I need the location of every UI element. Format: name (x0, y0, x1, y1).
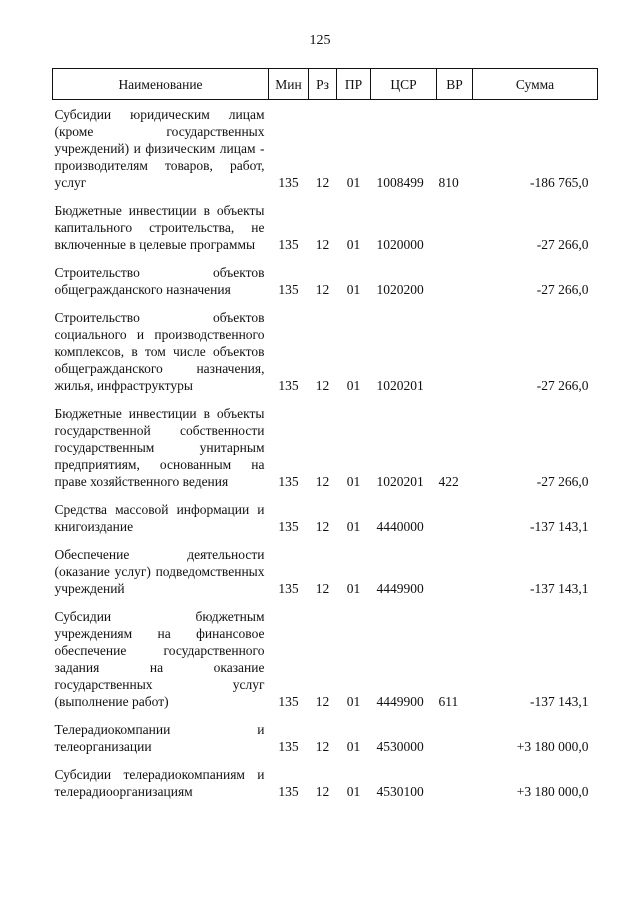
cell-min: 135 (278, 694, 299, 709)
cell-vr: 422 (438, 474, 459, 489)
cell-name: Строительство объектов социального и производственного комплексов, в том числе объектов общегражданского назначения, жилья, инфраструктуры (54, 310, 265, 393)
cell-sum: -186 765,0 (530, 175, 589, 190)
header-csr: ЦСР (371, 69, 437, 100)
cell-csr: 4440000 (376, 519, 424, 534)
cell-vr (437, 755, 473, 800)
table-row (53, 755, 598, 800)
cell-vr (437, 535, 473, 597)
cell-vr: 810 (438, 175, 459, 190)
cell-vr (437, 298, 473, 394)
cell-min: 135 (278, 581, 299, 596)
cell-vr (437, 253, 473, 298)
cell-rz: 12 (315, 282, 330, 297)
cell-csr: 1020200 (376, 282, 424, 297)
cell-rz: 12 (315, 474, 330, 489)
cell-vr (437, 710, 473, 755)
cell-sum: +3 180 000,0 (516, 784, 589, 799)
cell-rz: 12 (315, 784, 330, 799)
cell-name: Бюджетные инвестиции в объекты государственной собственности государственным унитарным предприятиям, основанным на праве хозяйственного ведения (54, 406, 265, 489)
header-vr: ВР (437, 69, 473, 100)
cell-min: 135 (278, 784, 299, 799)
cell-pr: 01 (346, 784, 361, 799)
cell-csr: 1020201 (376, 474, 424, 489)
cell-rz: 12 (315, 581, 330, 596)
table-row (53, 710, 598, 755)
cell-csr: 4530000 (376, 739, 424, 754)
cell-rz: 12 (315, 378, 330, 393)
cell-min: 135 (278, 237, 299, 252)
header-name: Наименование (53, 69, 269, 100)
cell-rz: 12 (315, 237, 330, 252)
cell-rz: 12 (315, 739, 330, 754)
cell-sum: -27 266,0 (536, 282, 589, 297)
cell-pr: 01 (346, 237, 361, 252)
cell-csr: 4530100 (376, 784, 424, 799)
header-row (53, 69, 598, 100)
cell-name: Субсидии бюджетным учреждениям на финансовое обеспечение государственного задания на оказание государственных услуг (выполнение работ) (54, 609, 265, 709)
cell-csr: 1020000 (376, 237, 424, 252)
cell-min: 135 (278, 739, 299, 754)
cell-pr: 01 (346, 282, 361, 297)
cell-pr: 01 (346, 474, 361, 489)
cell-sum: -137 143,1 (530, 694, 589, 709)
cell-sum: -27 266,0 (536, 237, 589, 252)
cell-min: 135 (278, 519, 299, 534)
table-body (53, 100, 598, 801)
cell-name: Телерадиокомпании и телеорганизации (54, 722, 265, 754)
cell-sum: +3 180 000,0 (516, 739, 589, 754)
cell-name: Средства массовой информации и книгоиздание (54, 502, 265, 534)
cell-min: 135 (278, 282, 299, 297)
cell-name: Строительство объектов общегражданского назначения (54, 265, 265, 297)
cell-rz: 12 (315, 519, 330, 534)
header-rz: Рз (309, 69, 337, 100)
table-row (53, 298, 598, 394)
table-header (53, 69, 598, 100)
page-number: 125 (309, 33, 331, 48)
header-sum: Сумма (473, 69, 598, 100)
cell-pr: 01 (346, 519, 361, 534)
table-row (53, 490, 598, 535)
cell-pr: 01 (346, 175, 361, 190)
header-min: Мин (269, 69, 309, 100)
table-row (53, 535, 598, 597)
cell-sum: -137 143,1 (530, 519, 589, 534)
cell-pr: 01 (346, 739, 361, 754)
cell-vr (437, 490, 473, 535)
cell-vr: 611 (438, 694, 459, 709)
cell-csr: 1008499 (376, 175, 424, 190)
cell-csr: 4449900 (376, 581, 424, 596)
cell-rz: 12 (315, 694, 330, 709)
cell-name: Субсидии юридическим лицам (кроме государственных учреждений) и физическим лицам - производителям товаров, работ, услуг (54, 107, 265, 190)
cell-csr: 1020201 (376, 378, 424, 393)
cell-min: 135 (278, 175, 299, 190)
cell-min: 135 (278, 378, 299, 393)
cell-csr: 4449900 (376, 694, 424, 709)
cell-pr: 01 (346, 694, 361, 709)
cell-sum: -137 143,1 (530, 581, 589, 596)
table-row (53, 253, 598, 298)
cell-sum: -27 266,0 (536, 474, 589, 489)
cell-name: Субсидии телерадиокомпаниям и телерадиоорганизациям (54, 767, 265, 799)
table-row (53, 394, 598, 490)
cell-sum: -27 266,0 (536, 378, 589, 393)
budget-table (52, 68, 598, 800)
cell-min: 135 (278, 474, 299, 489)
cell-name: Обеспечение деятельности (оказание услуг) подведомственных учреждений (54, 547, 265, 596)
cell-pr: 01 (346, 581, 361, 596)
cell-rz: 12 (315, 175, 330, 190)
cell-pr: 01 (346, 378, 361, 393)
table-row (53, 100, 598, 192)
cell-vr (437, 191, 473, 253)
header-pr: ПР (337, 69, 371, 100)
table-row (53, 191, 598, 253)
cell-name: Бюджетные инвестиции в объекты капитального строительства, не включенные в целевые программы (54, 203, 265, 252)
table-row (53, 597, 598, 710)
